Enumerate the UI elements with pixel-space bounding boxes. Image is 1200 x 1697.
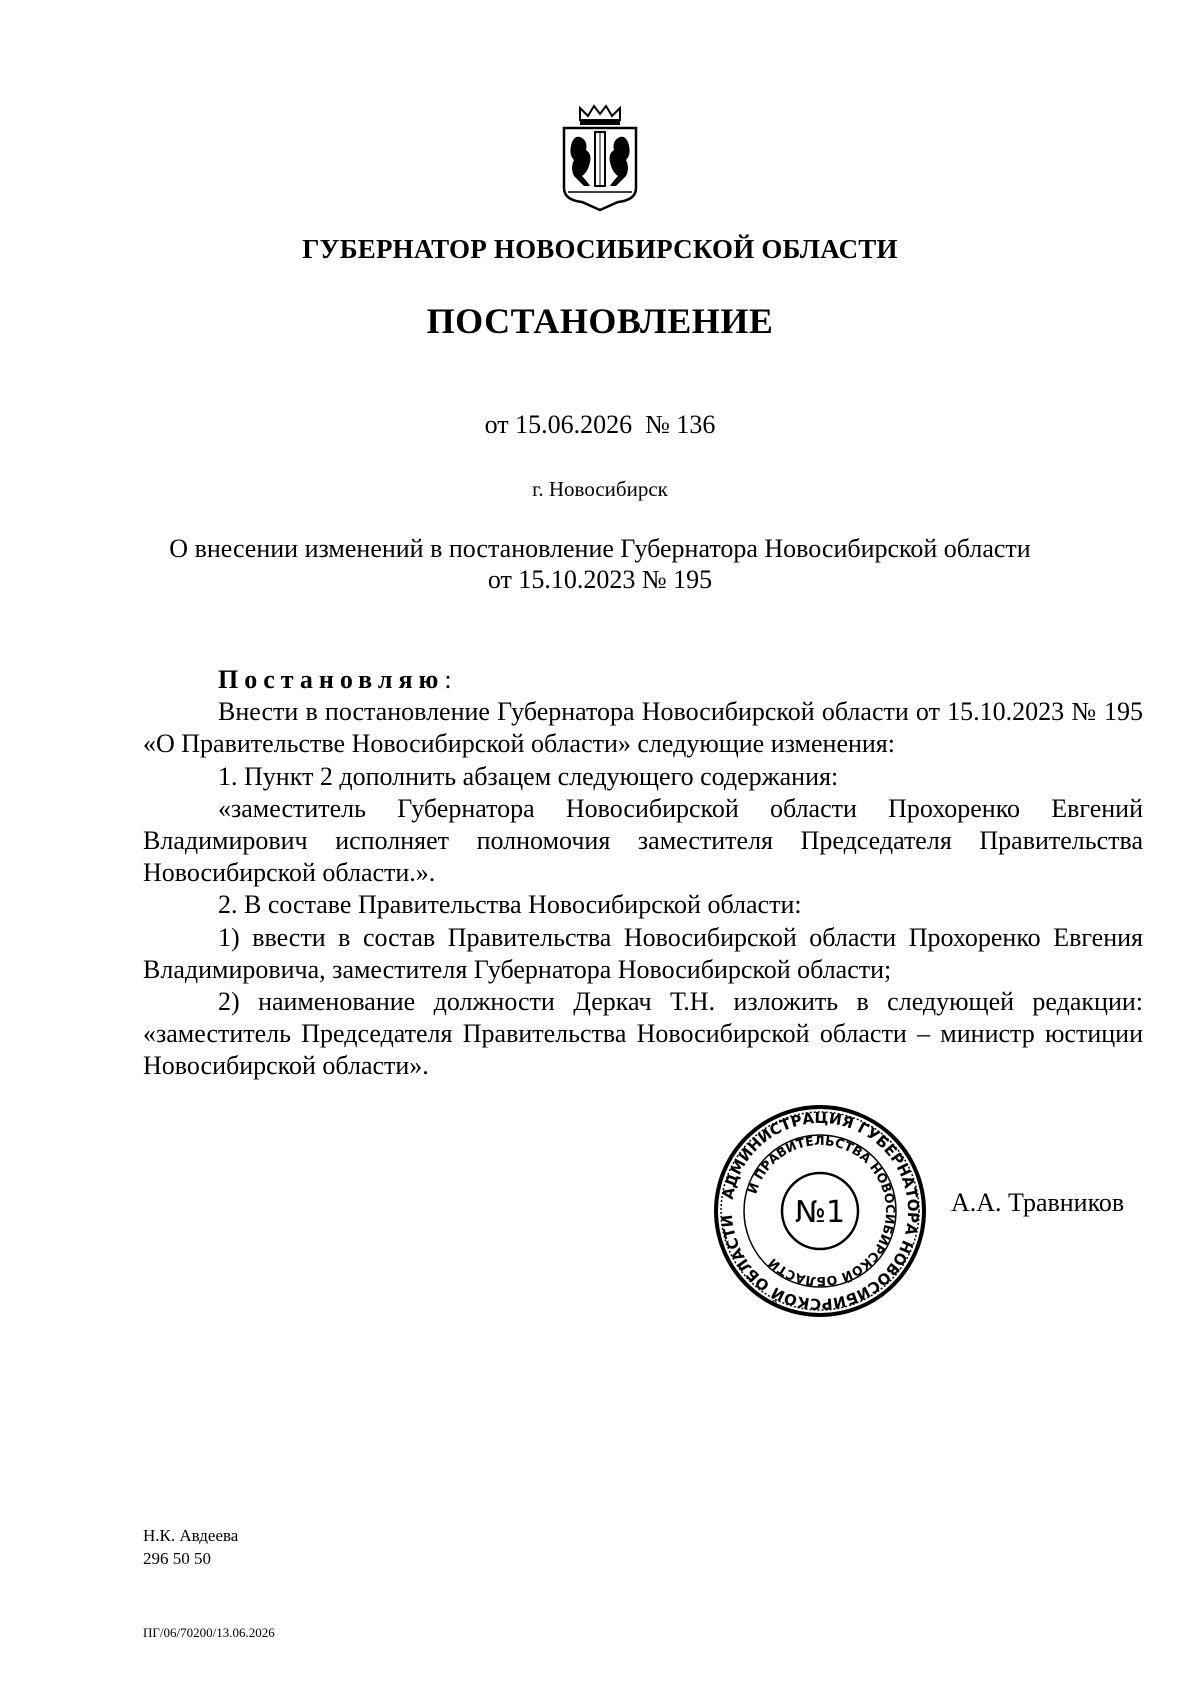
subject-line-2: от 15.10.2023 № 195 xyxy=(487,565,713,594)
body-paragraph: 2. В составе Правительства Новосибирской области: xyxy=(218,890,802,920)
document-code: ПГ/06/70200/13.06.2026 xyxy=(143,1625,275,1640)
decree-colon: : xyxy=(444,665,452,694)
document-type-title: ПОСТАНОВЛЕНИЕ xyxy=(426,301,774,341)
decree-heading xyxy=(143,664,1143,696)
body-paragraph: Внести в постановление Губернатора Новосибирской области от 15.10.2023 № 195 «О Правительстве Новосибирской области» следующие изменения: xyxy=(143,697,1143,759)
body-paragraph: 1. Пункт 2 дополнить абзацем следующего содержания: xyxy=(218,761,839,791)
document-body xyxy=(143,664,1143,1083)
body-paragraph: 2) наименование должности Деркач Т.Н. изложить в следующей редакции: «заместитель Председателя Правительства Новосибирской области – министр юстиции Новосибирской области». xyxy=(143,987,1143,1081)
document-city: г. Новосибирск xyxy=(532,477,668,501)
body-paragraph: 1) ввести в состав Правительства Новосибирской области Прохоренко Евгения Владимировича, заместителя Губернатора Новосибирской области; xyxy=(143,922,1143,984)
body-paragraph: «заместитель Губернатора Новосибирской области Прохоренко Евгений Владимирович исполняет полномочия заместителя Председателя Правительства Новосибирской области.». xyxy=(143,793,1143,888)
subject-line-1: О внесении изменений в постановление Губернатора Новосибирской области xyxy=(169,534,1031,563)
issuing-authority-title: ГУБЕРНАТОР НОВОСИБИРСКОЙ ОБЛАСТИ xyxy=(302,234,898,264)
signer-name: А.А. Травников xyxy=(951,1188,1125,1217)
decree-word: Постановляю xyxy=(218,665,445,694)
stamp-inner-text: И ПРАВИТЕЛЬСТВА НОВОСИБИРСКОЙ ОБЛАСТИ xyxy=(744,1132,899,1290)
stamp-outer-text: АДМИНИСТРАЦИЯ ГУБЕРНАТОРА НОВОСИБИРСКОЙ ОБЛАСТИ xyxy=(717,1108,923,1314)
official-seal-stamp xyxy=(712,1103,928,1319)
document-subject xyxy=(0,533,1200,595)
coat-of-arms-icon xyxy=(558,102,642,212)
document-date-number: от 15.06.2026 № 136 xyxy=(484,410,716,439)
executor-block xyxy=(143,1524,238,1570)
executor-phone: 296 50 50 xyxy=(143,1549,211,1568)
executor-name: Н.К. Авдеева xyxy=(143,1526,239,1545)
stamp-center-number: №1 xyxy=(794,1195,846,1230)
